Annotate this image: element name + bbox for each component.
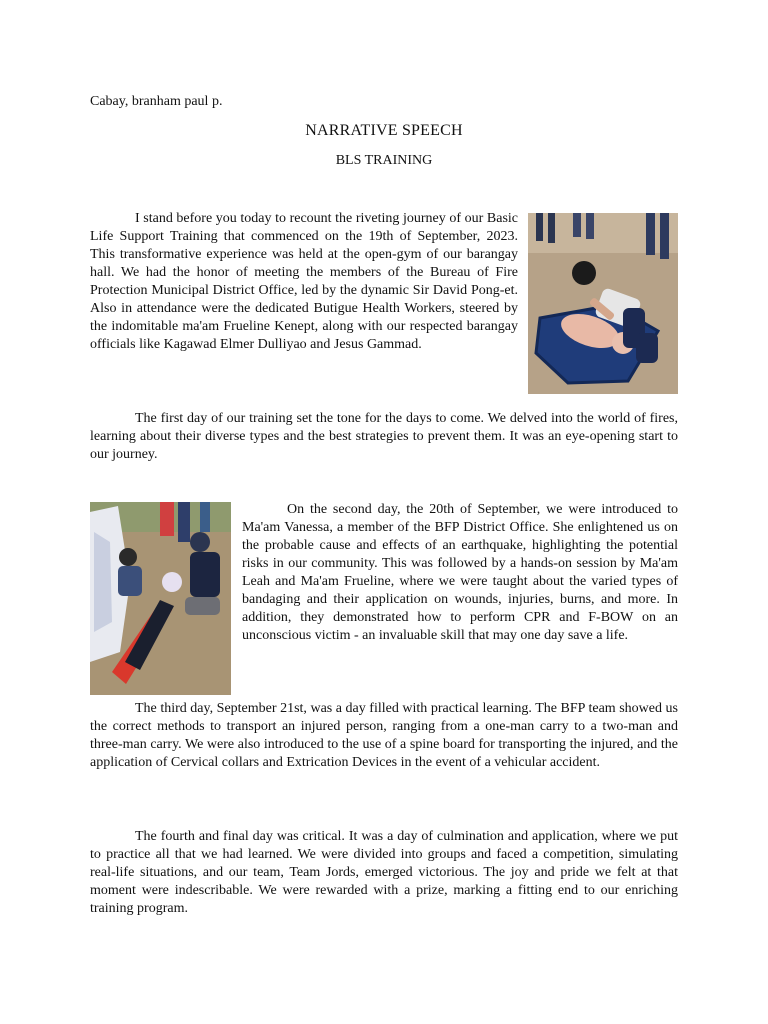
paragraph-day-intro [90,210,518,354]
paragraph-day-two [242,501,678,645]
author-name: Cabay, branham paul p. [90,94,223,109]
document-subtitle: BLS TRAINING [335,153,433,168]
paragraph-text: The first day of our training set the tone for the days to come. We delved into the world of fires, learning about their diverse types and the best strategies to prevent them. It was an eye-opening start to our journey. [90,411,678,462]
paragraph-text: The fourth and final day was critical. It was a day of culmination and application, where we put to practice all that we had learned. We were divided into groups and faced a competition, simulating real-life situations, and our team, Team Jords, emerged victorious. The joy and pride we felt at that moment were indescribable. We were rewarded with a prize, marking a fitting end to our enriching training program. [90,829,678,916]
cpr-training-photo [528,213,678,394]
paragraph-text: I stand before you today to recount the riveting journey of our Basic Life Support Training that commenced on the 19th of September, 2023. This transformative experience was held at the open-gym of our barangay hall. We had the honor of meeting the members of the Bureau of Fire Protection Municipal District Office, led by the dynamic Sir David Pong-et. Also in attendance were the dedicated Butigue Health Workers, steered by the indomitable ma'am Frueline Kenept, along with our respected barangay officials like Kagawad Elmer Dulliyao and Jesus Gammad. [90,211,518,352]
paragraph-day-three [90,700,678,772]
document-title: NARRATIVE SPEECH [305,122,463,139]
paragraph-text: The third day, September 21st, was a day filled with practical learning. The BFP team showed us the correct methods to transport an injured person, ranging from a one-man carry to a two-man and three-man carry. We were also introduced to the use of a spine board for transporting the injured, and the application of Cervical collars and Extrication Devices in the event of a vehicular accident. [90,701,678,770]
paragraph-day-four [90,828,678,918]
paragraph-day-one [90,410,678,464]
spine-board-training-photo [90,502,231,695]
paragraph-text: On the second day, the 20th of September, we were introduced to Ma'am Vanessa, a member of the BFP District Office. She enlightened us on the probable cause and effects of an earthquake, highlighting the potential risks in our community. This was followed by a hands-on session by Ma'am Leah and Ma'am Frueline, where we were taught about the varied types of bandaging and their application on wounds, injuries, burns, and more. In addition, they demonstrated how to perform CPR and F-BOW on an unconscious victim - an invaluable skill that may one day save a life. [242,502,678,643]
